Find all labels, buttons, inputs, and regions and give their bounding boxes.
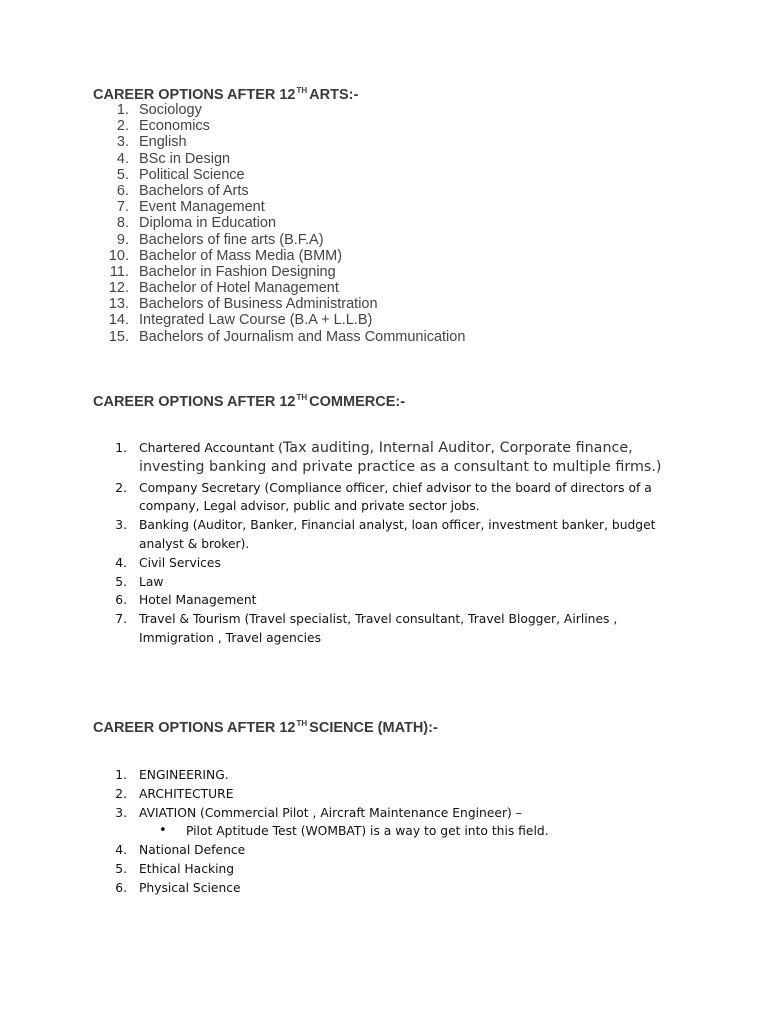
list-text: Economics	[139, 118, 210, 135]
list-text: Bachelors of fine arts (B.F.A)	[139, 231, 324, 248]
list-number: 1.	[115, 441, 127, 455]
list-number: 2.	[115, 480, 127, 495]
list-item	[93, 591, 683, 610]
arts-heading-prefix: CAREER OPTIONS AFTER 12	[93, 87, 296, 103]
list-text: Civil Services	[139, 555, 221, 570]
list-number: 1.	[116, 102, 129, 118]
list-number: 4.	[115, 843, 127, 858]
list-number: 4.	[116, 150, 129, 167]
arts-heading-suffix: ARTS:-	[309, 87, 359, 103]
list-item	[93, 554, 683, 573]
list-text: Banking (Auditor, Banker, Financial analyst, loan officer, investment banker, budget analyst & broker).	[139, 518, 656, 551]
list-text: Bachelor of Mass Media (BMM)	[139, 247, 343, 264]
list-item	[93, 183, 693, 199]
list-number: 8.	[116, 215, 129, 232]
list-text: Travel & Tourism (Travel specialist, Travel consultant, Travel Blogger, Airlines , Immigration , Travel agencies	[139, 612, 618, 645]
list-item	[93, 264, 693, 280]
list-item	[93, 479, 683, 517]
commerce-list	[93, 439, 683, 648]
list-text: Sociology	[139, 102, 202, 118]
list-number: 12.	[108, 280, 129, 297]
list-number: 9.	[116, 231, 129, 248]
list-item	[93, 573, 683, 592]
list-item	[93, 860, 683, 879]
science-list	[93, 766, 683, 898]
science-heading-prefix: CAREER OPTIONS AFTER 12	[93, 720, 296, 736]
list-number: 2.	[116, 118, 129, 135]
list-text: AVIATION (Commercial Pilot , Aircraft Maintenance Engineer) –	[139, 805, 522, 820]
list-number: 7.	[115, 612, 127, 627]
arts-heading-sup: TH	[296, 86, 308, 95]
list-text: Political Science	[139, 166, 245, 183]
list-text: English	[139, 134, 187, 151]
science-heading	[93, 719, 438, 736]
list-number: 7.	[116, 199, 129, 216]
list-number: 13.	[108, 296, 129, 313]
list-number: 3.	[115, 805, 127, 820]
bullet-icon: •	[159, 823, 167, 839]
list-text: Diploma in Education	[139, 215, 277, 232]
list-text: Hotel Management	[139, 593, 257, 608]
list-text: Event Management	[139, 199, 265, 216]
list-item	[93, 841, 683, 860]
list-text: Physical Science	[139, 880, 241, 895]
list-number: 6.	[115, 880, 127, 895]
list-text: ARCHITECTURE	[139, 786, 234, 801]
list-item	[93, 516, 683, 554]
list-number: 10.	[108, 247, 129, 264]
list-text: Law	[139, 574, 164, 589]
list-number: 14.	[108, 312, 129, 329]
list-item	[93, 102, 693, 118]
list-item	[93, 785, 683, 804]
list-item	[93, 167, 693, 183]
list-text-detail: Tax auditing, Internal Auditor, Corporate finance, investing banking and private practice as a consultant to multiple firms.)	[139, 440, 662, 475]
list-item	[93, 439, 683, 477]
list-number: 2.	[115, 786, 127, 801]
arts-list	[93, 102, 693, 345]
list-text: Bachelor in Fashion Designing	[139, 263, 336, 280]
list-number: 11.	[109, 263, 129, 280]
list-number: 5.	[115, 862, 127, 877]
list-item	[93, 766, 683, 785]
commerce-heading-prefix: CAREER OPTIONS AFTER 12	[93, 394, 296, 410]
list-text: National Defence	[139, 843, 246, 858]
commerce-heading-suffix: COMMERCE:-	[309, 394, 406, 410]
commerce-heading-sup: TH	[296, 393, 308, 402]
list-text: Ethical Hacking	[139, 862, 235, 877]
science-heading-suffix: SCIENCE (MATH):-	[309, 720, 438, 736]
sub-bullet-item	[93, 822, 683, 841]
list-item	[93, 232, 693, 248]
list-text: Bachelors of Business Administration	[139, 296, 378, 313]
sub-bullet-text: Pilot Aptitude Test (WOMBAT) is a way to get into this field.	[186, 824, 549, 839]
list-item	[93, 280, 693, 296]
science-heading-sup: TH	[296, 719, 308, 728]
list-item	[93, 879, 683, 898]
list-item	[93, 215, 693, 231]
list-item	[93, 804, 683, 823]
list-item	[93, 118, 693, 134]
list-text: BSc in Design	[139, 150, 231, 167]
list-number: 15.	[108, 328, 129, 345]
list-number: 6.	[116, 182, 129, 199]
list-number: 6.	[115, 593, 127, 608]
list-text: Integrated Law Course (B.A + L.L.B)	[139, 312, 373, 329]
list-item	[93, 296, 693, 312]
list-item	[93, 151, 693, 167]
list-text: Bachelors of Arts	[139, 182, 249, 199]
list-number: 4.	[115, 555, 127, 570]
list-item	[93, 248, 693, 264]
list-text: Company Secretary (Compliance officer, chief advisor to the board of directors of a company, Legal advisor, public and private sector jobs.	[139, 480, 652, 514]
list-item	[93, 312, 693, 328]
list-text: ENGINEERING.	[139, 768, 229, 782]
list-number: 1.	[115, 768, 127, 782]
list-number: 3.	[115, 518, 127, 533]
list-number: 5.	[116, 166, 129, 183]
list-text: Chartered Accountant (	[139, 441, 283, 455]
list-text: Bachelors of Journalism and Mass Communication	[139, 328, 466, 345]
list-item	[93, 610, 683, 648]
list-item	[93, 199, 693, 215]
commerce-heading	[93, 393, 405, 410]
list-text: Bachelor of Hotel Management	[139, 280, 339, 297]
list-item	[93, 134, 693, 150]
list-number: 3.	[116, 134, 129, 151]
list-item	[93, 329, 693, 345]
arts-heading	[93, 86, 358, 103]
list-number: 5.	[115, 574, 127, 589]
